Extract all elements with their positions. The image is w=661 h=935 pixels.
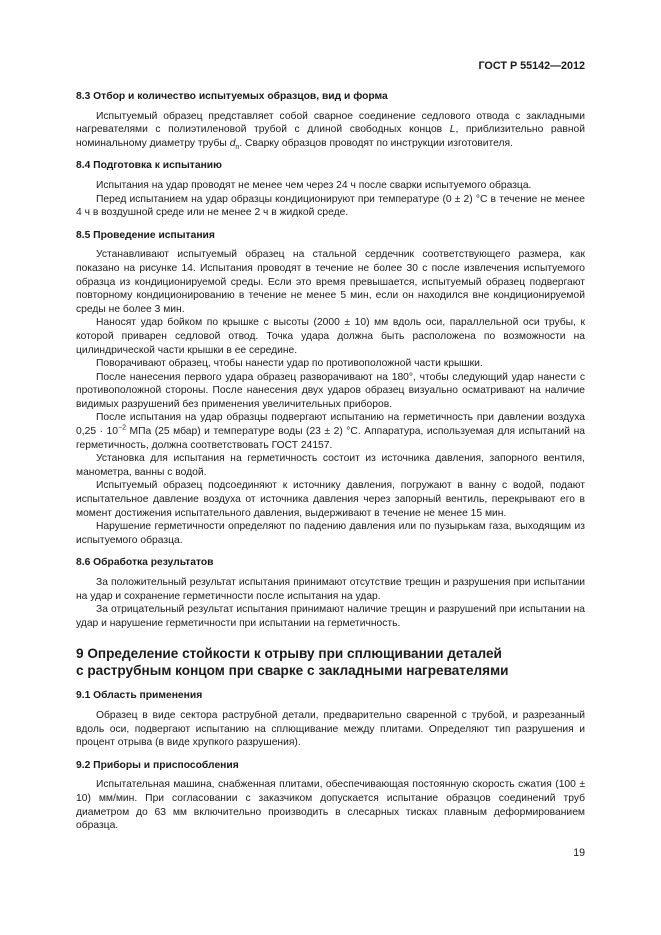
section-8-5-paragraph-3: Поворачивают образец, чтобы нанести удар по противоположной части крышки. (96, 358, 483, 370)
section-8-4-paragraph-1: Испытания на удар проводят не менее чем через 24 ч после сварки испытуемого образца. (96, 179, 532, 191)
standard-header: ГОСТ Р 55142—2012 (478, 60, 585, 72)
section-9-1-heading: 9.1 Область применения (76, 690, 203, 702)
section-8-5-paragraph-7: Испытуемый образец подсоединяют к источнику давления, погружают в ванну с водой, подают испытательное давление воздуха от источника давления через запорный вентиль, перекрывают его в момент достижения испытательного давления, выдерживают в течение не менее 15 мин. (76, 480, 585, 519)
section-8-5-heading: 8.5 Проведение испытания (76, 229, 215, 241)
section-8-6-paragraph-2: За отрицательный результат испытания принимают наличие трещин и разрушений при испытании на удар и нарушение герметичности при испытании на герметичность. (76, 604, 585, 629)
section-8-4-paragraph-2: Перед испытанием на удар образцы кондиционируют при температуре (0 ± 2) °С в течение не менее 4 ч в воздушной среде или не менее 2 ч в жидкой среде. (76, 193, 585, 219)
page-content (76, 90, 585, 833)
section-8-3-heading: 8.3 Отбор и количество испытуемых образцов, вид и форма (76, 91, 388, 102)
section-8-5-paragraph-6: Установка для испытания на герметичность состоит из источника давления, запорного вентиля, манометра, ванны с водой. (76, 453, 585, 478)
page-number: 19 (573, 847, 585, 859)
section-8-5-paragraph-1: Устанавливают испытуемый образец на стальной сердечник соответствующего размера, как показано на рисунке 14. Испытания проводят в течение не более 30 с после извлечения испытуемого образца из кондиционируемой среды. Если это время превышается, испытуемый образец подвергают повторному кондиционированию в течение не менее 5 мин, если он находился вне кондиционируемой среды не более 3 мин. (76, 249, 585, 315)
section-8-5-paragraph-4: После нанесения первого удара образец разворачивают на 180°, чтобы следующий удар нанести с противоположной стороны. После нанесения двух ударов образец визуально осматривают на наличие видимых разрушений без применения увеличительных приборов. (76, 371, 585, 410)
section-8-5-paragraph-2: Наносят удар бойком по крышке с высоты (2000 ± 10) мм вдоль оси, параллельной оси трубы, к которой приварен седловой отвод. Точка удара должна быть расположена по возможности на цилиндрической части крышки в ее середине. (76, 317, 585, 356)
section-9-1-paragraph: Образец в виде сектора раструбной детали, предварительно сваренной с трубой, и разрезанный вдоль оси, подвергают испытанию на сплющивание между плитами. Определяют тип разрушения и процент отрыва (в виде хрупкого разрушения). (76, 709, 585, 749)
section-8-5-paragraph-5: После испытания на удар образцы подвергают испытанию на герметичность при давлении воздуха $0,25 \cdot 10^{-2}$ МПа (25 мбар) и температуре воды (23 ± 2) °С. Аппаратура, используемая для испытаний на герметичность, должна соответствовать ГОСТ 24157. (76, 412, 585, 451)
section-8-5-paragraph-8: Нарушение герметичности определяют по падению давления или по пузырькам газа, выходящим из испытуемого образца. (76, 521, 585, 546)
section-9-heading: 9 Определение стойкости к отрыву при сплющивании деталей с раструбным концом при сварке с закладными нагревателями (76, 646, 509, 678)
section-8-6-heading: 8.6 Обработка результатов (76, 557, 214, 569)
section-8-3-paragraph: Испытуемый образец представляет собой сварное соединение седлового отвода с закладными нагревателями с полиэтиленовой трубой с длиной свободных концов L, приблизительно равной номинальному диаметру трубы $d_n$. Сварку образцов проводят по инструкции изготовителя. (76, 110, 585, 151)
section-8-4-heading: 8.4 Подготовка к испытанию (76, 160, 222, 172)
section-9-2-paragraph: Испытательная машина, снабженная плитами, обеспечивающая постоянную скорость сжатия (100 ± 10) мм/мин. При согласовании с заказчиком допускается испытание образцов соединений труб диаметром до 63 мм включительно производить в слесарных тисках плавным деформированием образца. (76, 779, 585, 832)
section-9-2-heading: 9.2 Приборы и приспособления (76, 759, 239, 771)
section-8-6-paragraph-1: За положительный результат испытания принимают отсутствие трещин и разрушения при испытании на удар и сохранение герметичности после испытания на удар. (76, 577, 585, 602)
